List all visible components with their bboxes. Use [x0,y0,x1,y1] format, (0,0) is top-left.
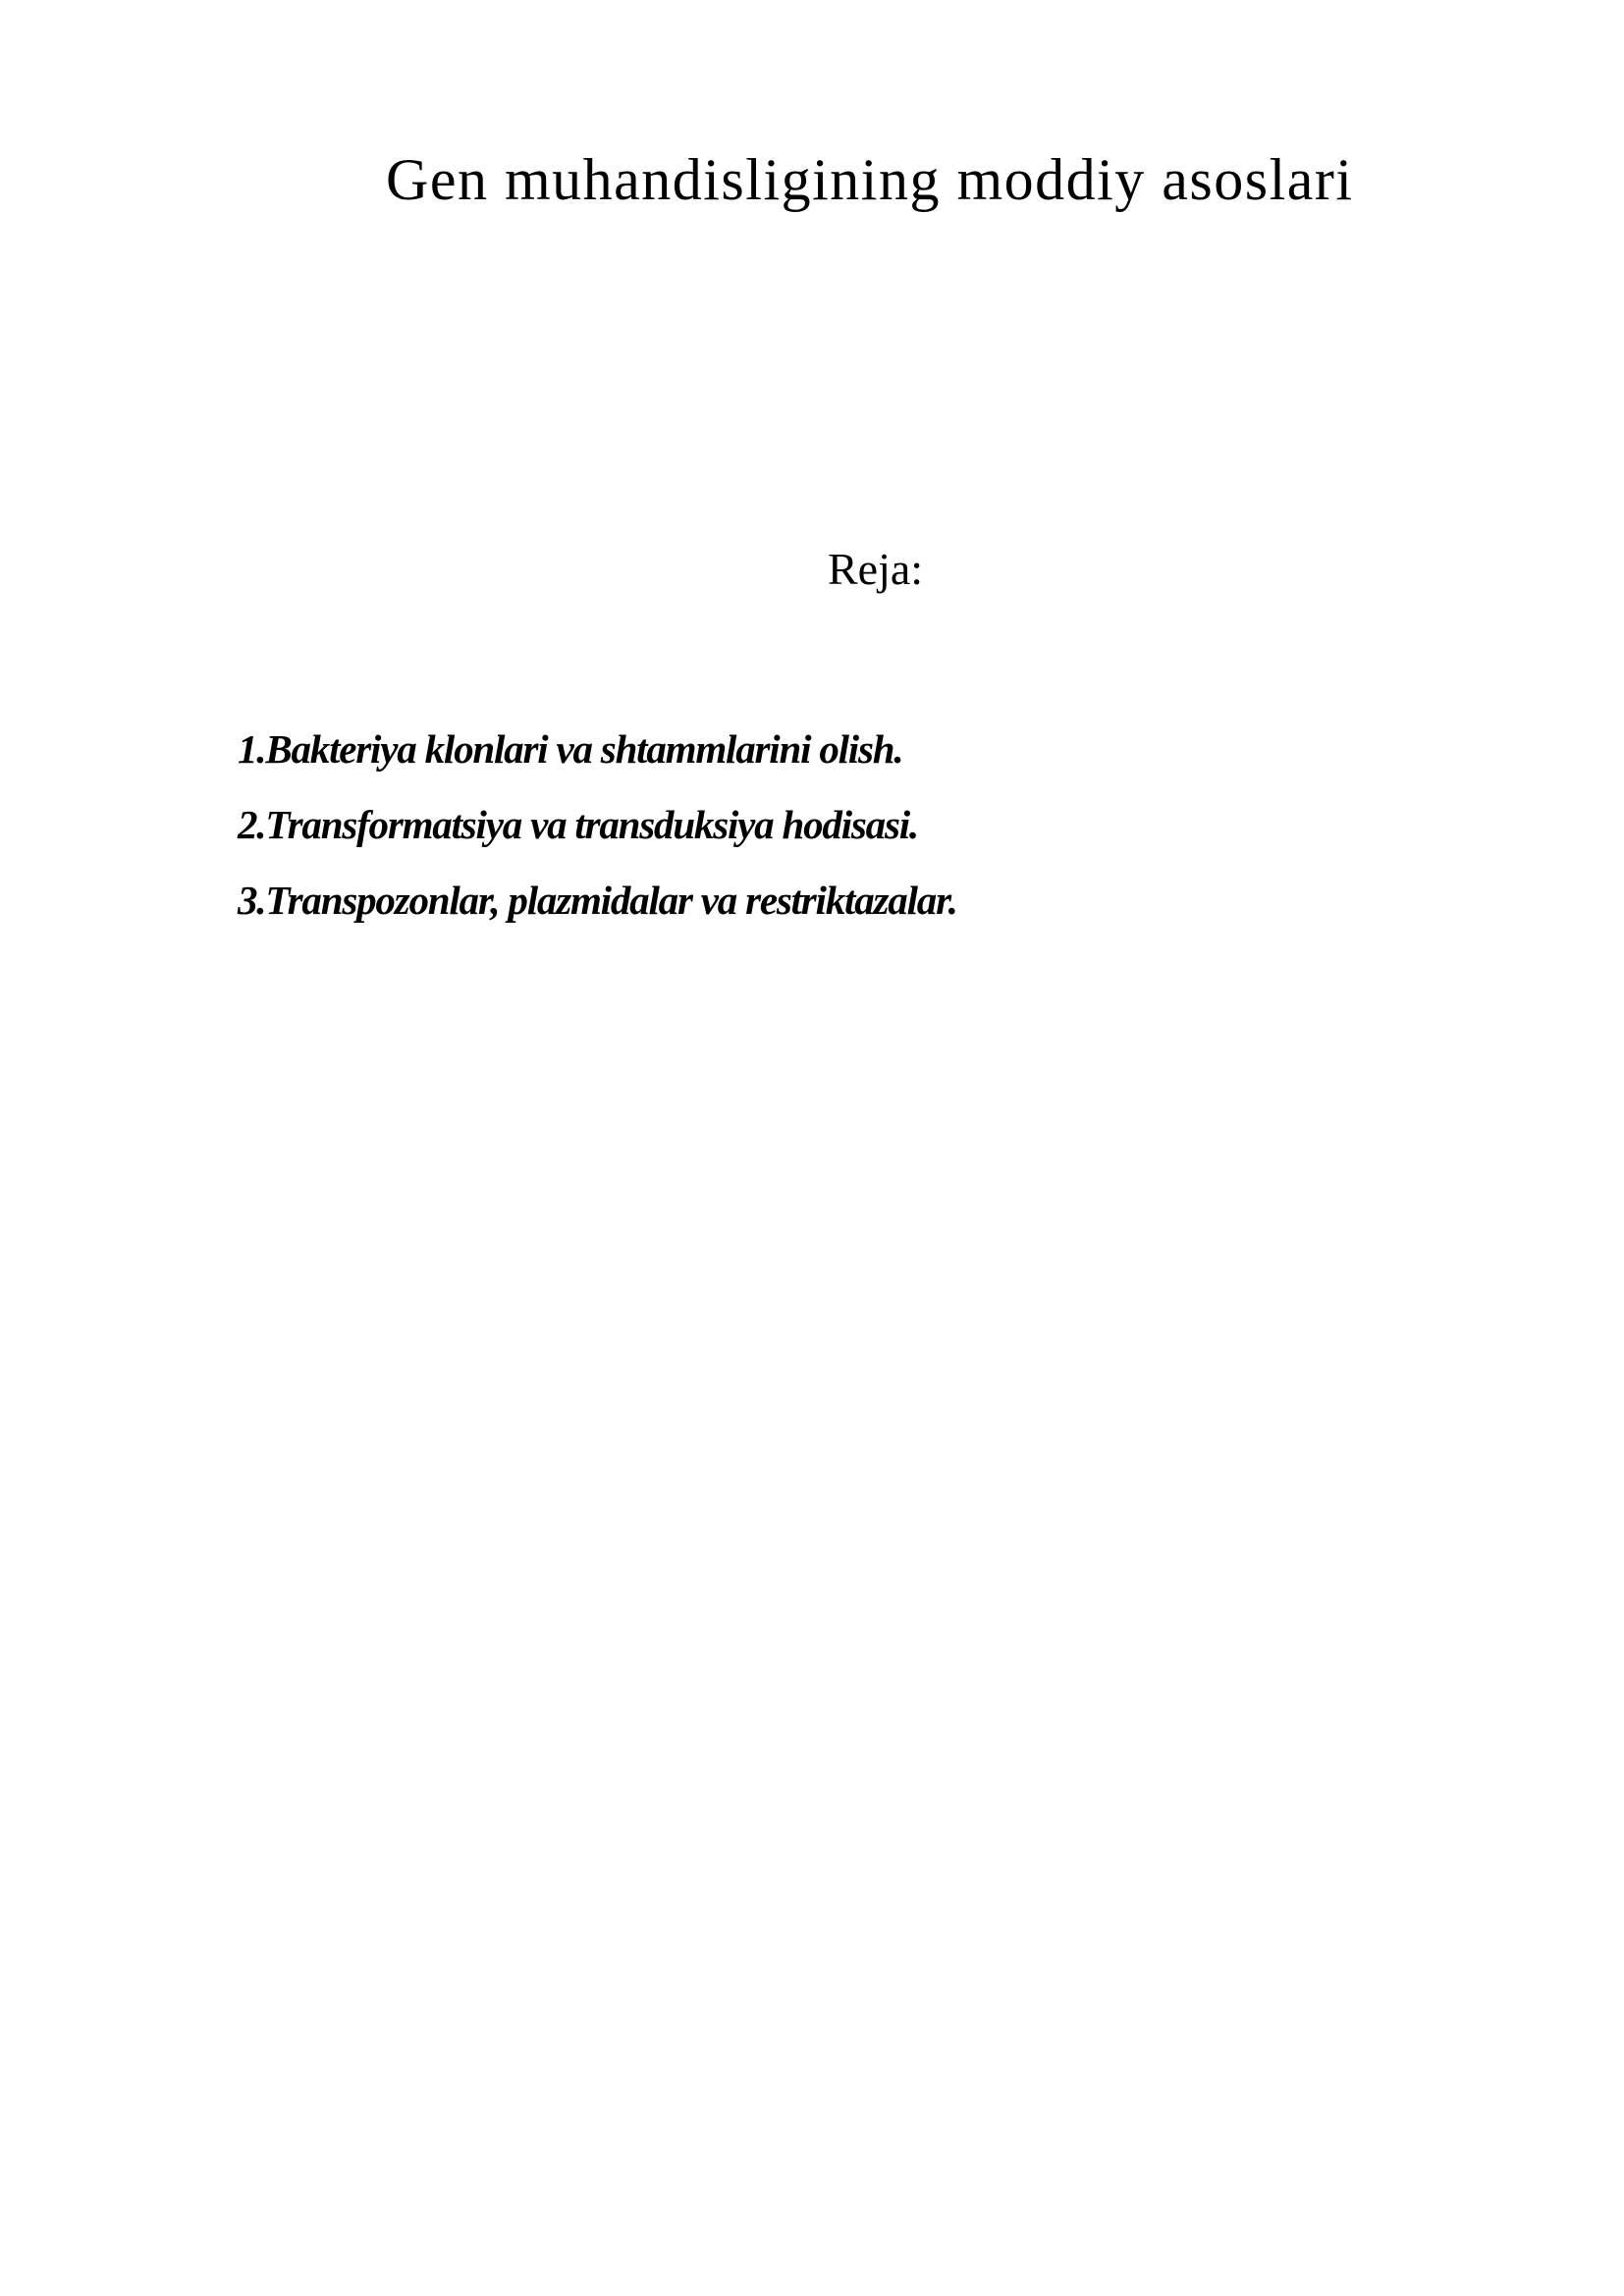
plan-item-3: 3.Transpozonlar, plazmidalar va restriktazalar. [238,878,957,923]
plan-list [238,712,957,938]
plan-item-2: 2.Transformatsiya va transduksiya hodisasi. [238,802,918,847]
plan-item-1: 1.Bakteriya klonlari va shtammlarini olish. [238,726,903,772]
plan-heading: Reja: [828,544,924,594]
document-title: Gen muhandisligining moddiy asoslari [386,147,1354,212]
